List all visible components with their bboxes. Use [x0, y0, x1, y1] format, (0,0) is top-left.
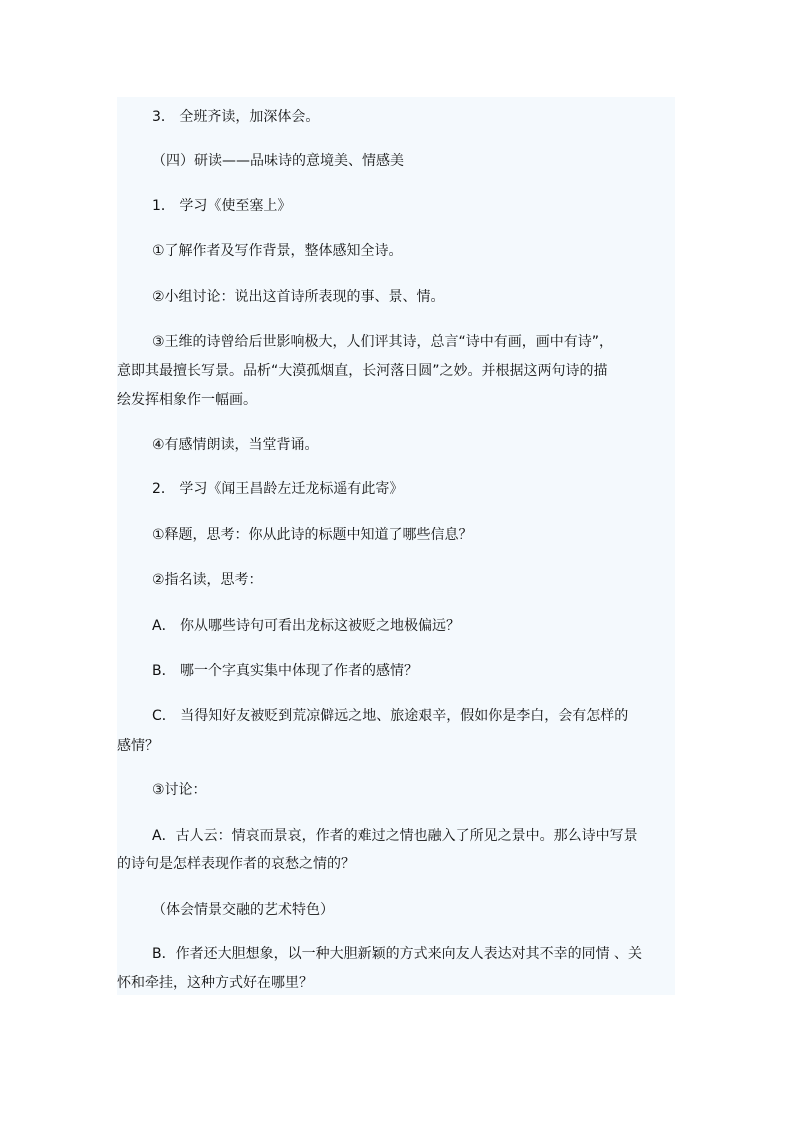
- item-1-point-3-line-2: 意即其最擅长写景。品析“大漠孤烟直，长河落日圆”之妙。并根据这两句诗的描: [117, 363, 608, 379]
- art-feature-note: （体会情景交融的艺术特色）: [152, 902, 334, 918]
- item-1-point-1: ①了解作者及写作背景，整体感知全诗。: [152, 243, 403, 259]
- discussion-a-line-1: A．古人云：情哀而景哀，作者的难过之情也融入了所见之景中。那么诗中写景: [152, 828, 638, 844]
- item-1-point-2: ②小组讨论：说出这首诗所表现的事、景、情。: [152, 289, 445, 305]
- question-c-line-2: 感情？: [117, 738, 159, 754]
- document-content: [117, 97, 675, 995]
- item-2-point-2: ②指名读，思考：: [152, 572, 263, 588]
- question-a: A． 你从哪些诗句可看出龙标这被贬之地极偏远？: [152, 618, 461, 634]
- item-1-point-3-line-1: ③王维的诗曾给后世影响极大，人们评其诗，总言“诗中有画，画中有诗”，: [152, 334, 614, 350]
- item-2-heading: 2． 学习《闻王昌龄左迁龙标遥有此寄》: [152, 481, 404, 497]
- discussion-a-line-2: 的诗句是怎样表现作者的哀愁之情的？: [117, 856, 355, 872]
- question-b: B． 哪一个字真实集中体现了作者的感情？: [152, 663, 419, 679]
- item-2-point-1: ①释题，思考：你从此诗的标题中知道了哪些信息？: [152, 527, 473, 543]
- question-c-line-1: C． 当得知好友被贬到荒凉僻远之地、旅途艰辛，假如你是李白，会有怎样的: [152, 708, 629, 724]
- step-3-text: 3． 全班齐读，加深体会。: [152, 109, 320, 125]
- item-1-heading: 1． 学习《使至塞上》: [152, 198, 292, 214]
- item-1-point-4: ④有感情朗读，当堂背诵。: [152, 437, 319, 453]
- item-2-point-3: ③讨论：: [152, 782, 207, 798]
- section-heading-4: （四）研读——品味诗的意境美、情感美: [152, 153, 404, 169]
- item-1-point-3-line-3: 绘发挥相象作一幅画。: [117, 392, 257, 408]
- discussion-b-line-2: 怀和牵挂，这种方式好在哪里？: [117, 975, 313, 991]
- discussion-b-line-1: B．作者还大胆想象，以一种大胆新颖的方式来向友人表达对其不幸的同情 、关: [152, 946, 643, 962]
